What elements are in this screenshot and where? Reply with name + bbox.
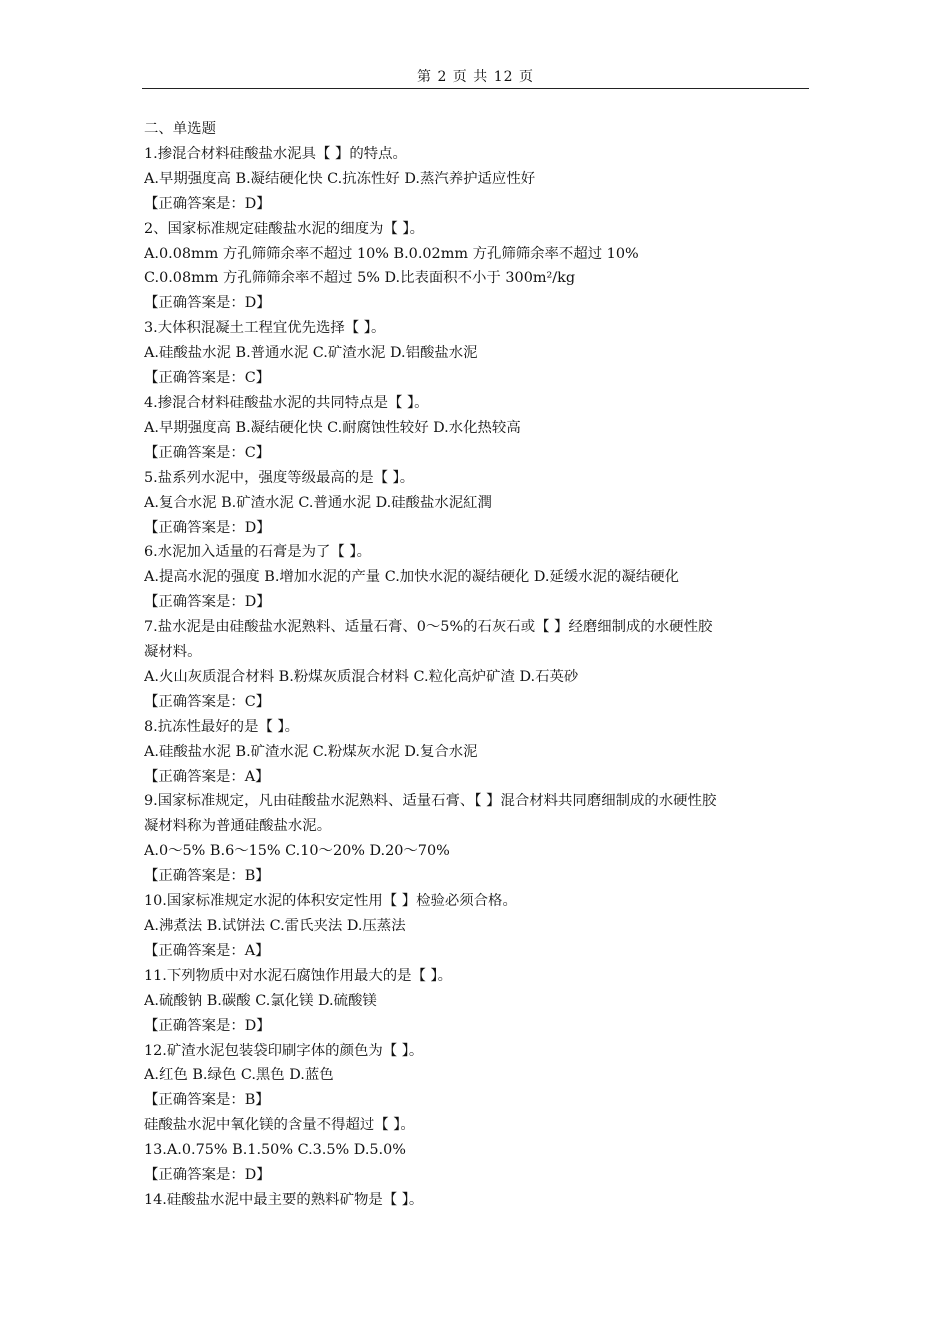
question-options: A.复合水泥 B.矿渣水泥 C.普通水泥 D.硅酸盐水泥紅潤 [144, 494, 492, 511]
question-text: 8.抗冻性最好的是【 】。 [144, 718, 300, 735]
question-options: A.0～5% B.6～15% C.10～20% D.20～70% [144, 843, 450, 860]
answer-line: 【正确答案是：C】 [144, 370, 271, 387]
question-options: A.提高水泥的强度 B.增加水泥的产量 C.加快水泥的凝结硬化 D.延缓水泥的凝结硬化 [144, 569, 680, 586]
question-text: 7.盐水泥是由硅酸盐水泥熟料、适量石膏、0～5%的石灰石或【 】经磨细制成的水硬性胶 [144, 619, 713, 636]
question-options: 13.A.0.75% B.1.50% C.3.5% D.5.0% [144, 1142, 406, 1159]
answer-line: 【正确答案是：B】 [144, 868, 270, 885]
page-number: 第 2 页 共 12 页 [417, 69, 534, 85]
question-text: 14.硅酸盐水泥中最主要的熟料矿物是【 】。 [144, 1191, 424, 1208]
question-text: 硅酸盐水泥中氧化镁的含量不得超过【 】。 [144, 1117, 415, 1134]
question-text: 11.下列物质中对水泥石腐蚀作用最大的是【 】。 [144, 967, 453, 984]
answer-line: 【正确答案是：D】 [144, 1167, 271, 1184]
question-options: A.硅酸盐水泥 B.普通水泥 C.矿渣水泥 D.铝酸盐水泥 [144, 345, 478, 362]
section-heading: 二、单选题 [144, 121, 216, 137]
answer-line: 【正确答案是：B】 [144, 1092, 270, 1109]
question-text: 9.国家标准规定，凡由硅酸盐水泥熟料、适量石膏、【 】混合材料共同磨细制成的水硬性胶 [144, 793, 717, 810]
question-text-continued: 凝材料称为普通硅酸盐水泥。 [144, 818, 332, 835]
question-text: 12.矿渣水泥包装袋印刷字体的颜色为【 】。 [144, 1042, 424, 1059]
question-options: C.0.08mm 方孔筛筛余率不超过 5% D.比表面积不小于 300m²/kg [144, 270, 576, 287]
question-options: A.0.08mm 方孔筛筛余率不超过 10% B.0.02mm 方孔筛筛余率不超过 10% [144, 245, 639, 262]
question-text: 4.掺混合材料硅酸盐水泥的共同特点是【 】。 [144, 394, 429, 411]
question-options: A.火山灰质混合材料 B.粉煤灰质混合材料 C.粒化高炉矿渣 D.石英砂 [144, 668, 579, 685]
page-header [142, 66, 809, 89]
question-text: 5.盐系列水泥中，强度等级最高的是【 】。 [144, 469, 415, 486]
answer-line: 【正确答案是：C】 [144, 693, 271, 710]
answer-line: 【正确答案是：A】 [144, 768, 270, 785]
question-options: A.早期强度高 B.凝结硬化快 C.耐腐蚀性较好 D.水化热较高 [144, 419, 521, 436]
answer-line: 【正确答案是：D】 [144, 195, 271, 212]
question-text: 1.掺混合材料硅酸盐水泥具【 】的特点。 [144, 145, 407, 162]
question-options: A.硫酸钠 B.碳酸 C.氯化镁 D.硫酸镁 [144, 992, 377, 1009]
question-options: A.早期强度高 B.凝结硬化快 C.抗冻性好 D.蒸汽养护适应性好 [144, 170, 536, 187]
answer-line: 【正确答案是：C】 [144, 444, 271, 461]
answer-line: 【正确答案是：D】 [144, 1017, 271, 1034]
question-options: A.硅酸盐水泥 B.矿渣水泥 C.粉煤灰水泥 D.复合水泥 [144, 743, 478, 760]
document-body [144, 117, 812, 1213]
question-options: A.沸煮法 B.试饼法 C.雷氏夹法 D.压蒸法 [144, 918, 406, 934]
answer-line: 【正确答案是：D】 [144, 594, 271, 611]
question-text: 6.水泥加入适量的石膏是为了【 】。 [144, 544, 371, 561]
question-text: 2、国家标准规定硅酸盐水泥的细度为【 】。 [144, 220, 424, 237]
answer-line: 【正确答案是：D】 [144, 295, 271, 312]
question-text: 3.大体积混凝土工程宜优先选择【 】。 [144, 320, 386, 337]
question-options: A.红色 B.绿色 C.黑色 D.蓝色 [144, 1067, 334, 1084]
answer-line: 【正确答案是：D】 [144, 519, 271, 536]
question-text: 10.国家标准规定水泥的体积安定性用【 】检验必须合格。 [144, 893, 517, 910]
answer-line: 【正确答案是：A】 [144, 942, 270, 959]
question-text-continued: 凝材料。 [144, 644, 202, 661]
